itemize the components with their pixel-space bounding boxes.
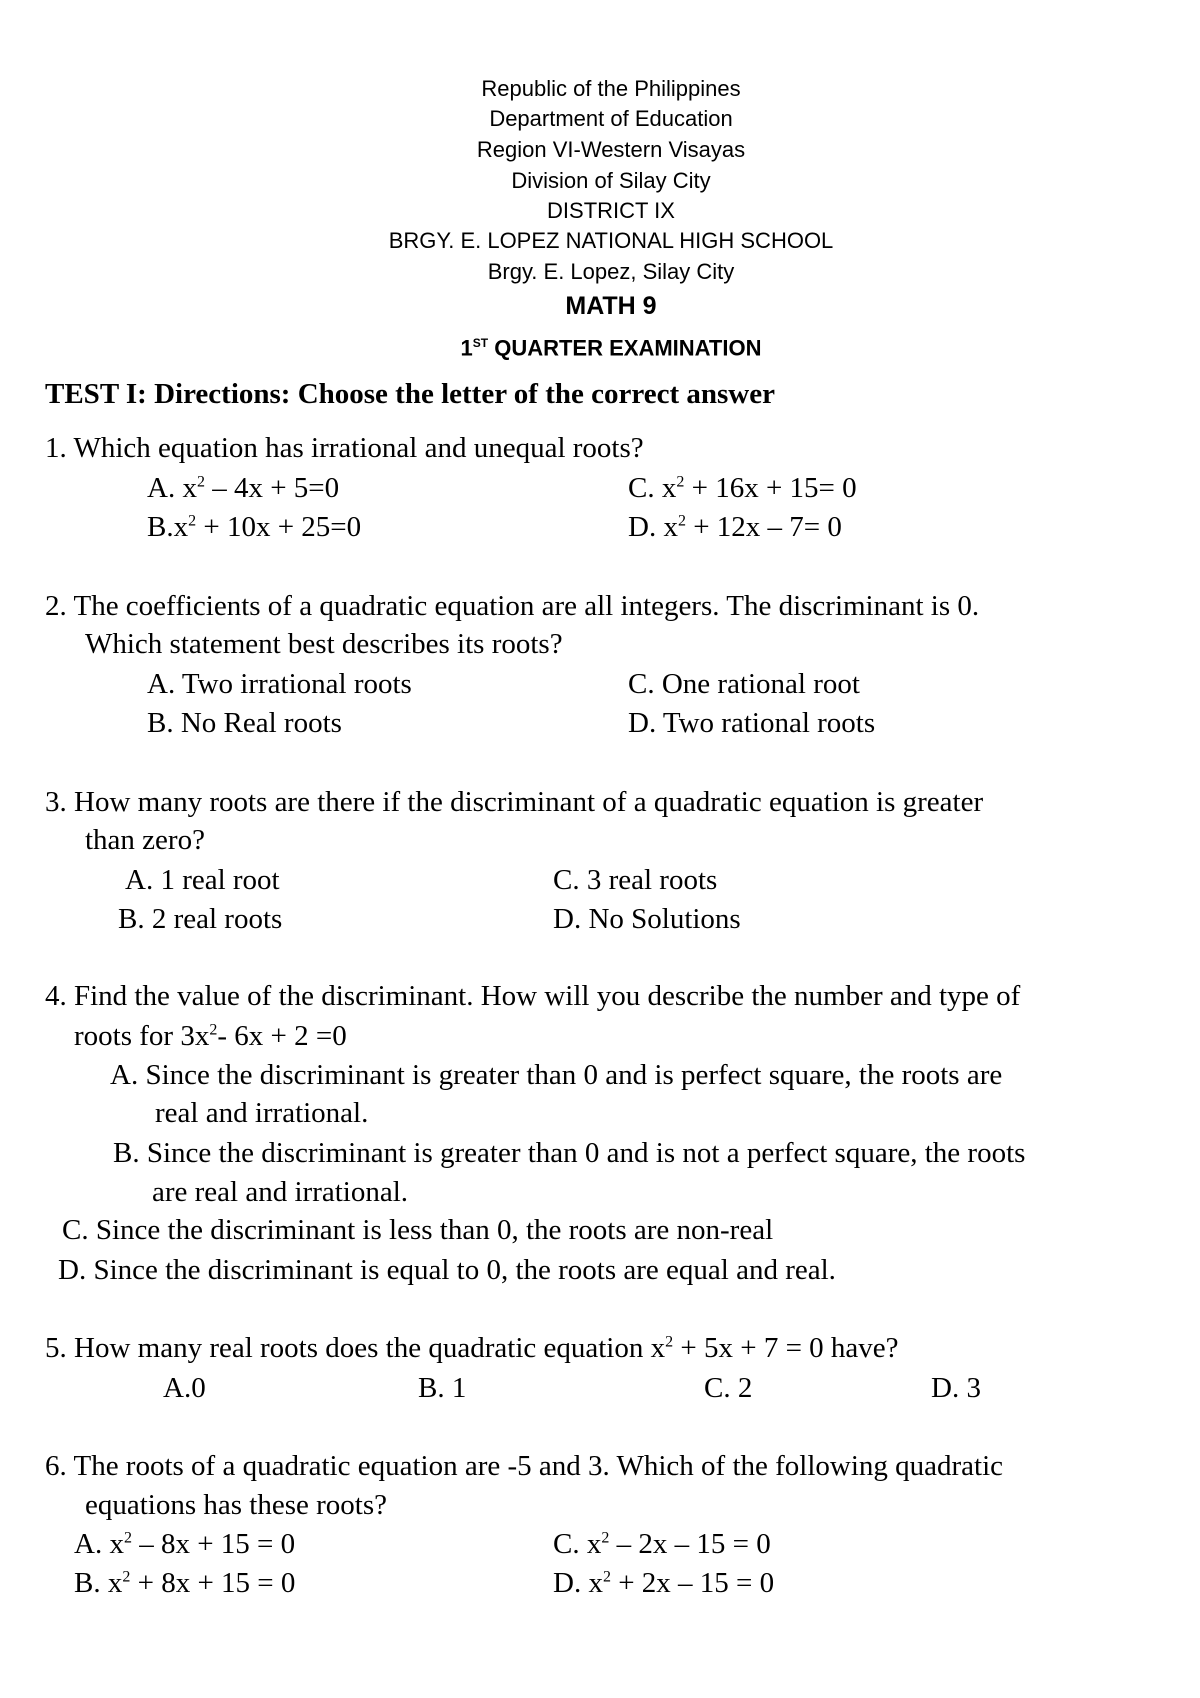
question-6-option-d: D. $x^2 + 2x - 15 = 0$ bbox=[553, 1567, 775, 1599]
question-4-option-b-line1: B. Since the discriminant is greater than 0 and is not a perfect square, the roots bbox=[113, 1137, 1026, 1169]
question-6-stem-line2: equations has these roots? bbox=[85, 1489, 388, 1521]
question-3-option-a: A. 1 real root bbox=[125, 864, 280, 896]
header-address: Brgy. E. Lopez, Silay City bbox=[487, 259, 735, 284]
question-4-option-a-line1: A. Since the discriminant is greater than 0 and is perfect square, the roots are bbox=[110, 1059, 1003, 1091]
question-6-stem-line1: 6. The roots of a quadratic equation are -5 and 3. Which of the following quadratic bbox=[45, 1450, 1004, 1482]
subject-title: MATH 9 bbox=[565, 292, 657, 320]
question-5-option-c: C. 2 bbox=[704, 1372, 753, 1404]
header-department: Department of Education bbox=[489, 106, 733, 131]
question-2-option-c: C. One rational root bbox=[628, 668, 860, 700]
question-3-stem-line2: than zero? bbox=[85, 824, 205, 856]
exam-title: 1ST QUARTER EXAMINATION bbox=[460, 335, 762, 361]
question-4-option-c: C. Since the discriminant is less than 0, the roots are non-real bbox=[62, 1214, 774, 1246]
question-2-option-b: B. No Real roots bbox=[147, 707, 342, 739]
question-4-stem-line1: 4. Find the value of the discriminant. How will you describe the number and type of bbox=[45, 980, 1021, 1012]
header-division: Division of Silay City bbox=[511, 168, 711, 193]
test-directions: TEST I: Directions: Choose the letter of the correct answer bbox=[45, 378, 775, 410]
question-6-option-a: A. $x^2 - 8x + 15 = 0$ bbox=[74, 1528, 296, 1560]
question-3-option-c: C. 3 real roots bbox=[553, 864, 718, 896]
question-5-option-b: B. 1 bbox=[418, 1372, 467, 1404]
question-5-option-d: D. 3 bbox=[931, 1372, 981, 1404]
question-5-stem: 5. How many real roots does the quadratic equation $x^2 + 5x + 7 = 0$ have? bbox=[45, 1332, 899, 1364]
question-2-stem-line1: 2. The coefficients of a quadratic equation are all integers. The discriminant is 0. bbox=[45, 590, 980, 622]
question-4-stem-line2: roots for $3x^2-$ 6x + 2 =0 bbox=[74, 1020, 347, 1052]
question-4-option-b-line2: are real and irrational. bbox=[152, 1176, 409, 1208]
header-republic: Republic of the Philippines bbox=[481, 76, 741, 101]
question-1-option-d: D. $x^2 + 12x - 7= 0$ bbox=[628, 511, 842, 543]
question-3-option-b: B. 2 real roots bbox=[118, 903, 283, 935]
question-4-option-d: D. Since the discriminant is equal to 0, the roots are equal and real. bbox=[58, 1254, 836, 1286]
question-1-option-b: $B.x^2 + 10x + 25=0$ bbox=[147, 511, 362, 543]
question-2-option-d: D. Two rational roots bbox=[628, 707, 876, 739]
question-4-option-a-line2: real and irrational. bbox=[155, 1097, 369, 1129]
question-1-option-a: A. $x^2 - 4x + 5=0$ bbox=[147, 472, 340, 504]
question-5-option-a: A.0 bbox=[163, 1372, 206, 1404]
question-3-stem-line1: 3. How many roots are there if the discriminant of a quadratic equation is greater bbox=[45, 786, 984, 818]
header-region: Region VI-Western Visayas bbox=[476, 137, 746, 162]
question-2-option-a: A. Two irrational roots bbox=[147, 668, 412, 700]
header-school: BRGY. E. LOPEZ NATIONAL HIGH SCHOOL bbox=[388, 228, 834, 253]
question-6-option-b: B. $x^2 + 8x + 15 = 0$ bbox=[74, 1567, 296, 1599]
question-3-option-d: D. No Solutions bbox=[553, 903, 741, 935]
question-1-stem: 1. Which equation has irrational and unequal roots? bbox=[45, 432, 644, 464]
header-district: DISTRICT IX bbox=[547, 198, 675, 223]
question-1-option-c: C. $x^2 + 16x + 15= 0$ bbox=[628, 472, 857, 504]
question-2-stem-line2: Which statement best describes its roots? bbox=[85, 628, 563, 660]
question-6-option-c: C. $x^2 - 2x - 15 = 0$ bbox=[553, 1528, 771, 1560]
